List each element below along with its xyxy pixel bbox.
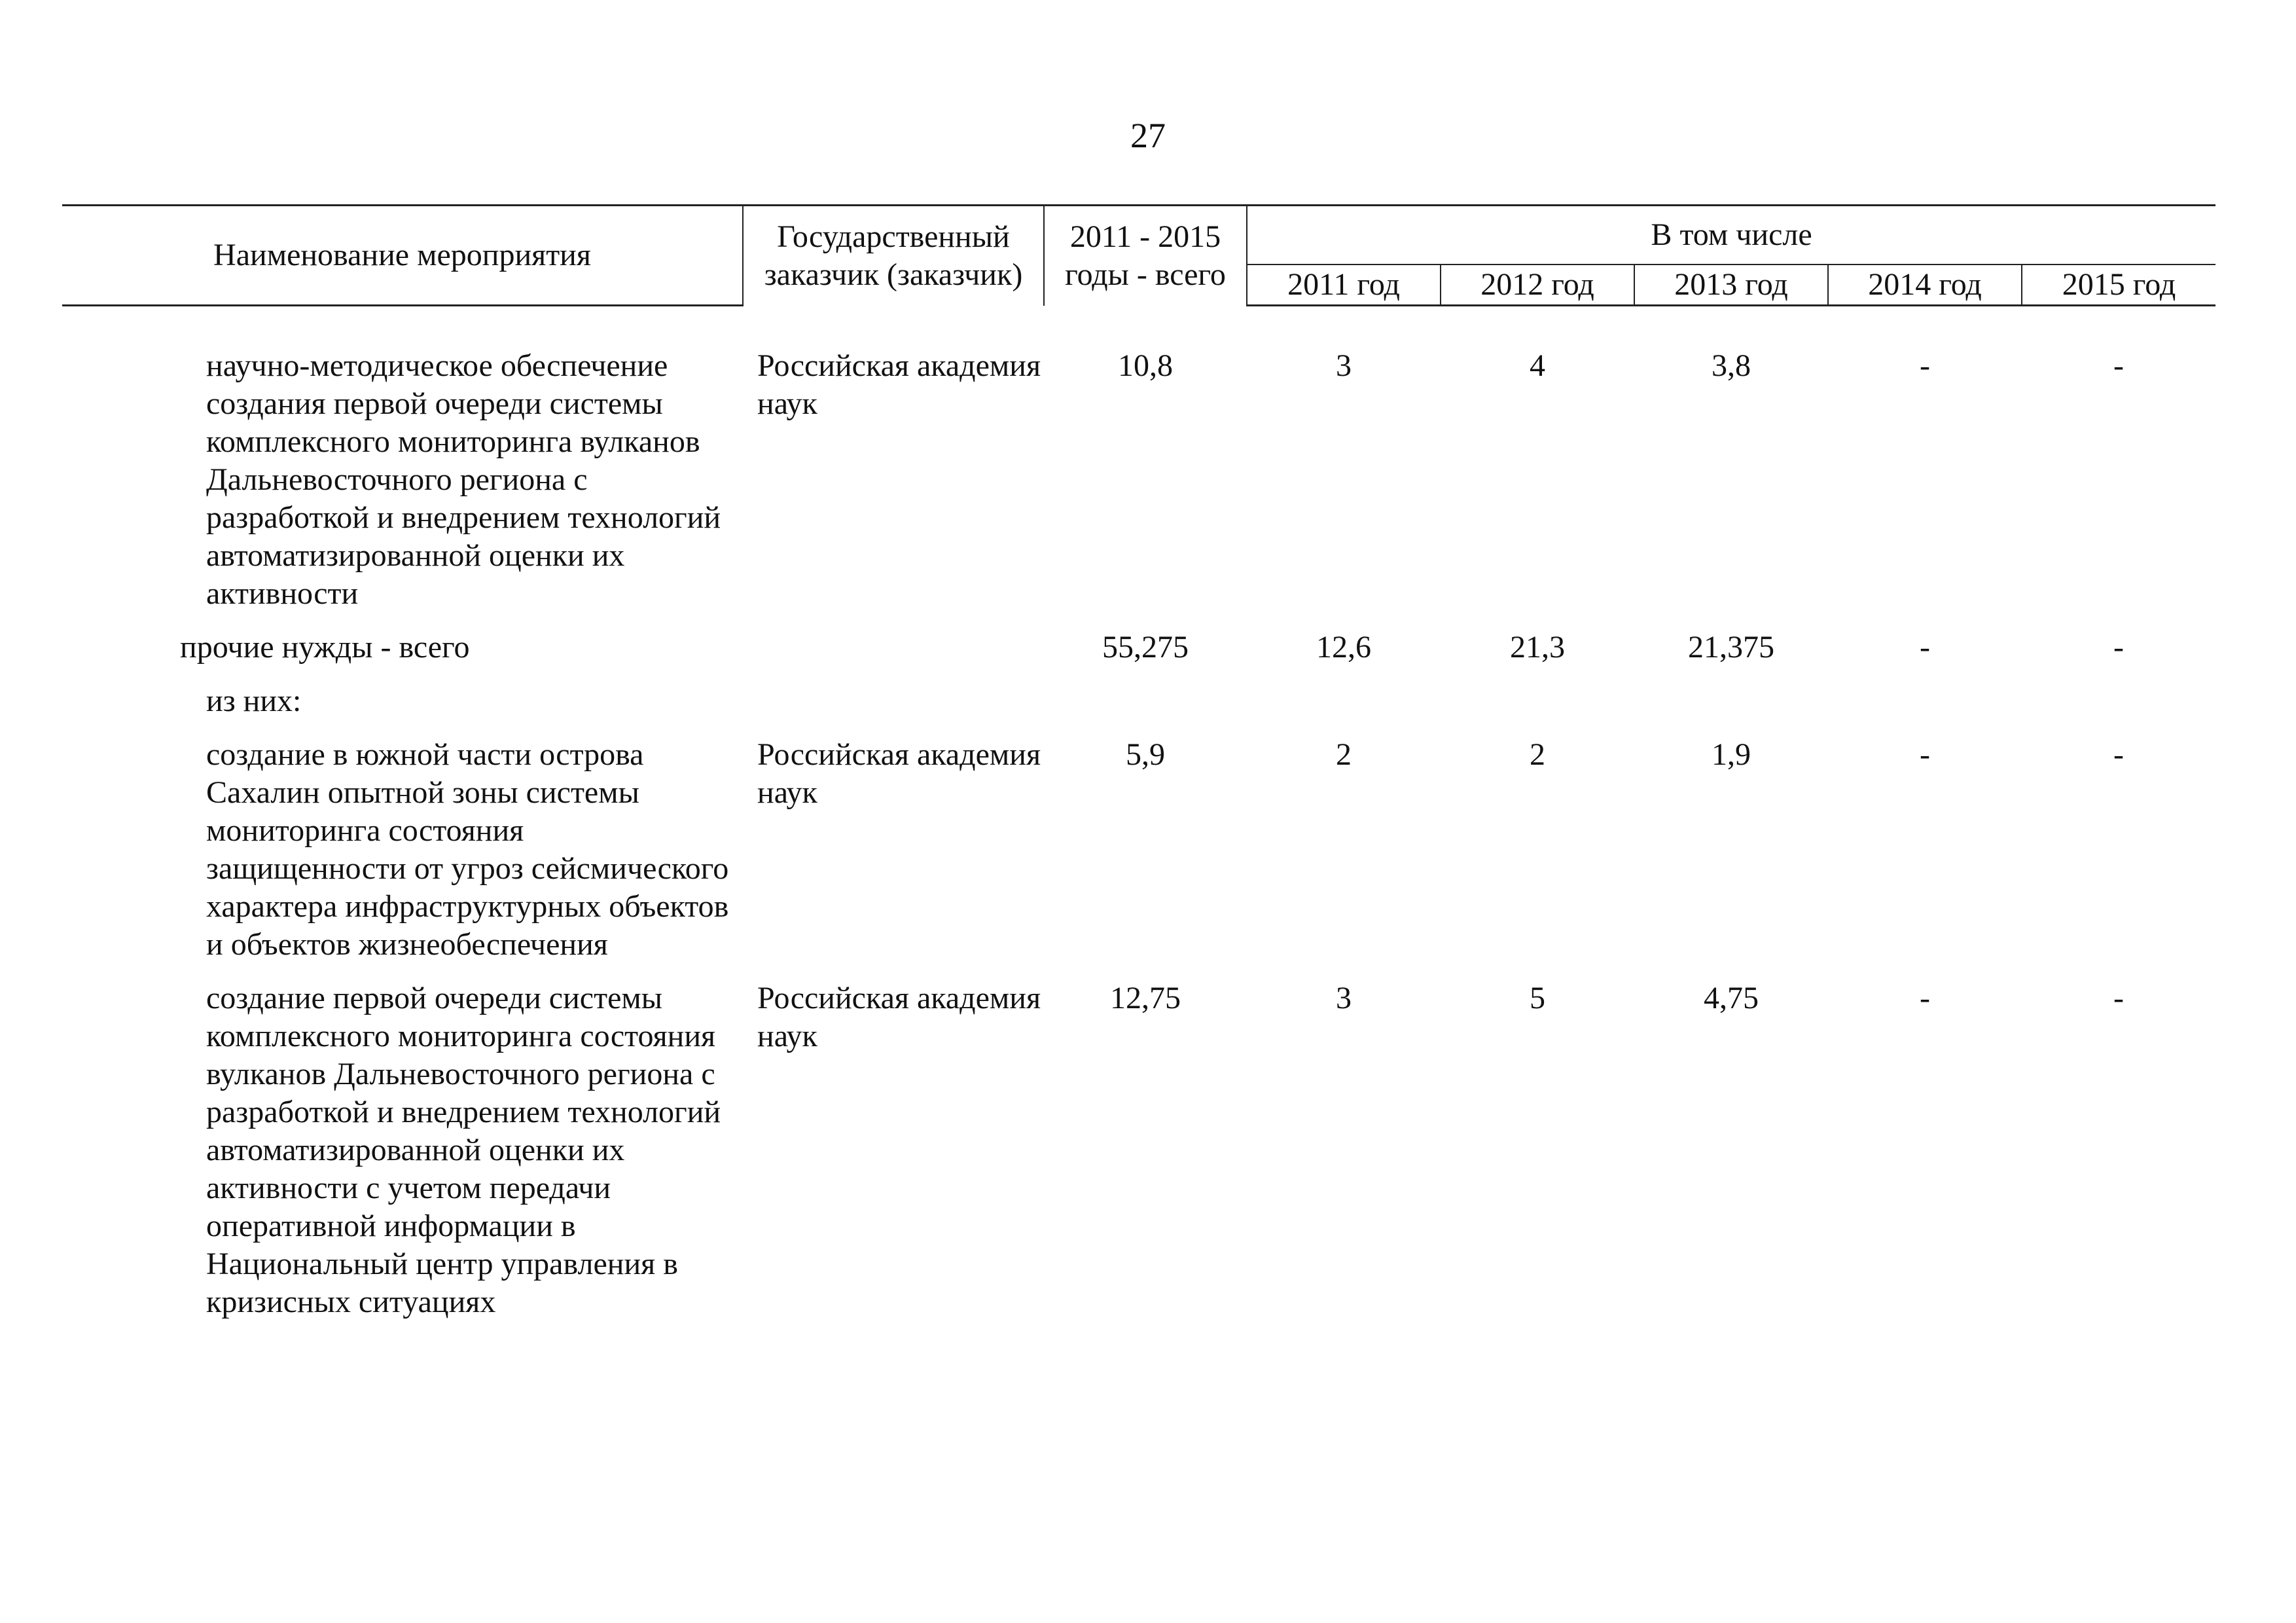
- row-customer: [743, 666, 1044, 720]
- table-row: [62, 720, 2215, 964]
- row-name: научно-методическое обеспечение создания первой очереди системы комплексного мониторинга вулканов Дальневосточного региона с разработкой и внедрением технологий автоматизированной оценки их активности: [206, 348, 721, 611]
- row-total: [1044, 666, 1247, 720]
- header-customer: [743, 206, 1044, 306]
- row-2014: -: [1920, 981, 1930, 1015]
- row-customer: Российская академия наук: [757, 348, 1041, 421]
- row-2013: 21,375: [1688, 630, 1774, 665]
- header-total-line2: годы - всего: [1065, 257, 1226, 292]
- row-total: 55,275: [1102, 630, 1189, 665]
- row-2012: [1441, 666, 1634, 720]
- row-2014: -: [1920, 348, 1930, 383]
- row-total: 10,8: [1118, 348, 1173, 383]
- header-total: [1044, 206, 1247, 306]
- program-table-container: [62, 204, 2215, 1321]
- row-2015: -: [2113, 981, 2125, 1015]
- header-year-2015: 2015 год: [2022, 264, 2215, 306]
- row-2014: [1828, 666, 2022, 720]
- row-name: прочие нужды - всего: [180, 630, 470, 665]
- header-year-2012: 2012 год: [1441, 264, 1634, 306]
- row-2012: 4: [1530, 348, 1545, 383]
- row-2011: [1247, 666, 1441, 720]
- row-2014: -: [1920, 737, 1930, 772]
- row-total: 5,9: [1126, 737, 1165, 772]
- row-2011: 3: [1336, 348, 1352, 383]
- row-2013: [1634, 666, 1828, 720]
- row-2011: 2: [1336, 737, 1352, 772]
- header-total-line1: 2011 - 2015: [1069, 219, 1221, 254]
- row-customer: Российская академия наук: [757, 981, 1041, 1053]
- header-year-2011: 2011 год: [1247, 264, 1441, 306]
- header-customer-line1: Государственный: [777, 219, 1010, 254]
- row-name: из них:: [206, 684, 302, 718]
- table-row: [62, 666, 2215, 720]
- header-name: Наименование мероприятия: [62, 206, 743, 306]
- row-name: создание в южной части острова Сахалин опытной зоны системы мониторинга состояния защищенности от угроз сейсмического характера инфраструктурных объектов и объектов жизнеобеспечения: [206, 737, 729, 962]
- row-2015: -: [2113, 630, 2125, 665]
- row-2011: 12,6: [1316, 630, 1371, 665]
- table-row: [62, 613, 2215, 666]
- row-name: создание первой очереди системы комплексного мониторинга состояния вулканов Дальневосточного региона с разработкой и внедрением технологий автоматизированной оценки их активности с учетом передачи оперативной информации в Национальный центр управления в кризисных ситуациях: [206, 981, 721, 1319]
- program-table: [62, 204, 2215, 1321]
- row-2015: -: [2113, 348, 2125, 383]
- table-row: [62, 964, 2215, 1321]
- row-2013: 4,75: [1704, 981, 1759, 1015]
- row-2014: -: [1920, 630, 1930, 665]
- row-2015: -: [2113, 737, 2125, 772]
- row-2013: 1,9: [1712, 737, 1751, 772]
- table-header: [62, 206, 2215, 306]
- table-body: [62, 306, 2215, 1322]
- row-customer: Российская академия наук: [757, 737, 1041, 810]
- row-2011: 3: [1336, 981, 1352, 1015]
- row-2012: 21,3: [1510, 630, 1565, 665]
- row-customer: [743, 613, 1044, 666]
- row-2013: 3,8: [1712, 348, 1751, 383]
- row-2012: 5: [1530, 981, 1545, 1015]
- header-year-2013: 2013 год: [1634, 264, 1828, 306]
- header-year-2014: 2014 год: [1828, 264, 2022, 306]
- row-2015: [2022, 666, 2215, 720]
- header-group: В том числе: [1247, 206, 2215, 265]
- header-customer-line2: заказчик (заказчик): [764, 257, 1023, 292]
- row-total: 12,75: [1110, 981, 1181, 1015]
- row-2012: 2: [1530, 737, 1545, 772]
- page-number: 27: [1130, 116, 1166, 155]
- table-row: [62, 347, 2215, 613]
